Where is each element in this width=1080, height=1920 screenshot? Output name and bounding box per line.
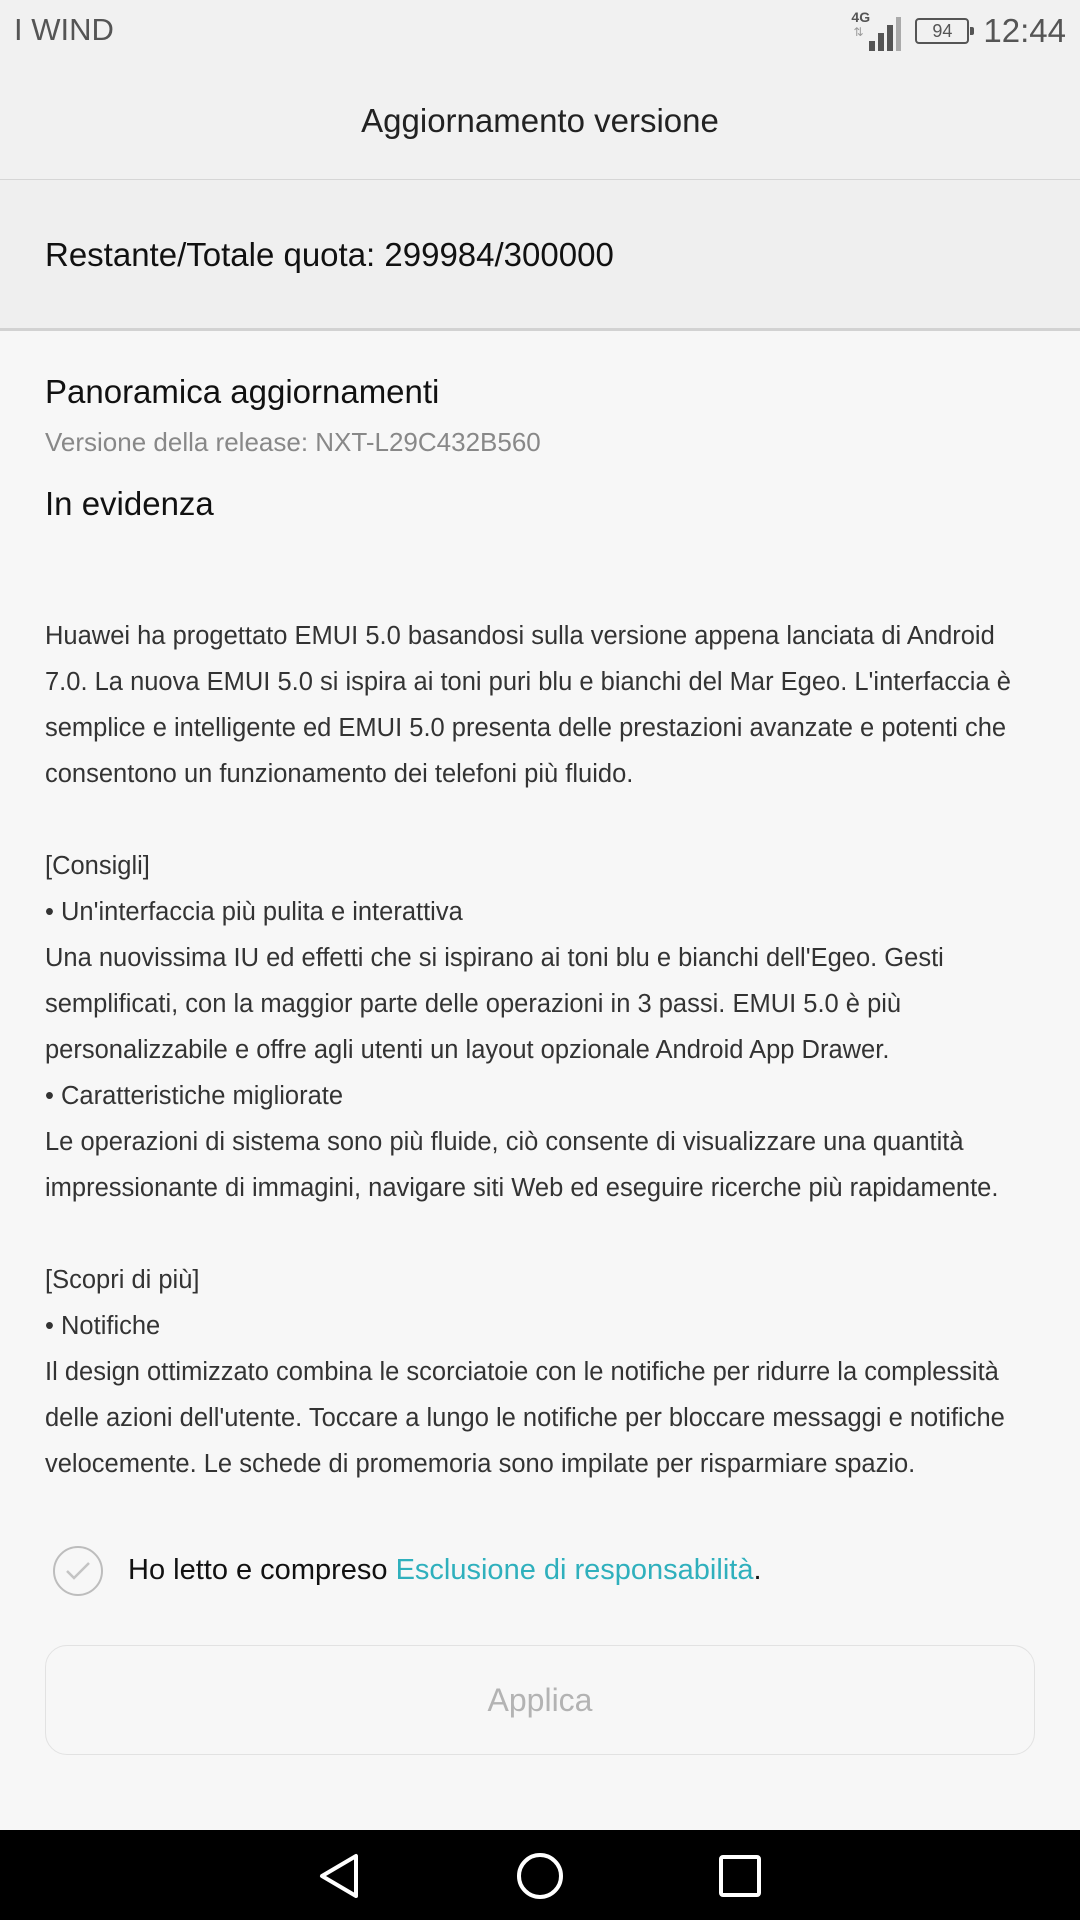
highlights-title: In evidenza — [45, 485, 214, 522]
battery-level: 94 — [932, 20, 953, 41]
apply-button[interactable]: Applica — [45, 1645, 1035, 1755]
check-icon — [64, 1560, 92, 1582]
clock: 12:44 — [983, 12, 1066, 49]
page-title: Aggiornamento versione — [361, 101, 719, 139]
tip-body: Le operazioni di sistema sono più fluide, ciò consente di visualizzare una quantità impressionante di immagini, navigare siti Web ed eseguire ricerche più rapidamente. — [45, 1128, 999, 1202]
more-body: Il design ottimizzato combina le scorciatoie con le notifiche per ridurre la complessità delle azioni dell'utente. Toccare a lungo le notifiche per bloccare messaggi e notifiche velocemente. Le schede di promemoria sono impilate per risparmiare spazio. — [45, 1358, 1005, 1478]
signal-icon — [851, 9, 901, 53]
title-bar — [0, 62, 1080, 180]
status-bar — [0, 0, 1080, 62]
status-icons — [851, 8, 1066, 54]
home-icon[interactable] — [514, 1850, 566, 1902]
navigation-bar — [0, 1830, 1080, 1920]
tips-header: [Consigli] — [45, 852, 150, 880]
quota-text: Restante/Totale quota: 299984/300000 — [45, 236, 614, 273]
agreement-text — [128, 1554, 762, 1587]
notes-intro: Huawei ha progettato EMUI 5.0 basandosi sulla versione appena lanciata di Android 7.0. La nuova EMUI 5.0 si ispira ai toni puri blu e bianchi del Mar Egeo. L'interfaccia è semplice e intelligente ed EMUI 5.0 presenta delle prestazioni avanzate e potenti che consentono un funzionamento dei telefoni più fluido. — [45, 622, 1011, 788]
carrier-name: I WIND — [14, 12, 114, 47]
more-header: [Scopri di più] — [45, 1266, 200, 1294]
overview-title: Panoramica aggiornamenti — [45, 373, 440, 410]
agreement-prefix: Ho letto e compreso — [128, 1554, 396, 1586]
more-title: • Notifiche — [45, 1312, 161, 1340]
release-version: Versione della release: NXT-L29C432B560 — [45, 427, 541, 457]
tip-title: • Caratteristiche migliorate — [45, 1082, 344, 1110]
disclaimer-link[interactable]: Esclusione di responsabilità — [395, 1554, 754, 1586]
tip-body: Una nuovissima IU ed effetti che si ispirano ai toni blu e bianchi dell'Egeo. Gesti semplificati, con la maggior parte delle operazioni in 3 passi. EMUI 5.0 è più personalizzabile e offre agli utenti un layout opzionale Android App Drawer. — [45, 944, 944, 1064]
battery-icon — [915, 18, 969, 44]
data-arrows-icon: ⇅ — [853, 25, 864, 39]
tip-title: • Un'interfaccia più pulita e interattiva — [45, 898, 463, 926]
back-icon[interactable] — [314, 1850, 366, 1902]
recent-apps-icon[interactable] — [714, 1850, 766, 1902]
network-type: 4G — [851, 9, 871, 25]
release-notes — [45, 613, 1035, 1487]
agreement-row — [0, 1540, 1080, 1602]
agreement-suffix: . — [753, 1554, 762, 1586]
quota-section — [0, 180, 1080, 331]
agreement-checkbox[interactable] — [53, 1546, 103, 1596]
